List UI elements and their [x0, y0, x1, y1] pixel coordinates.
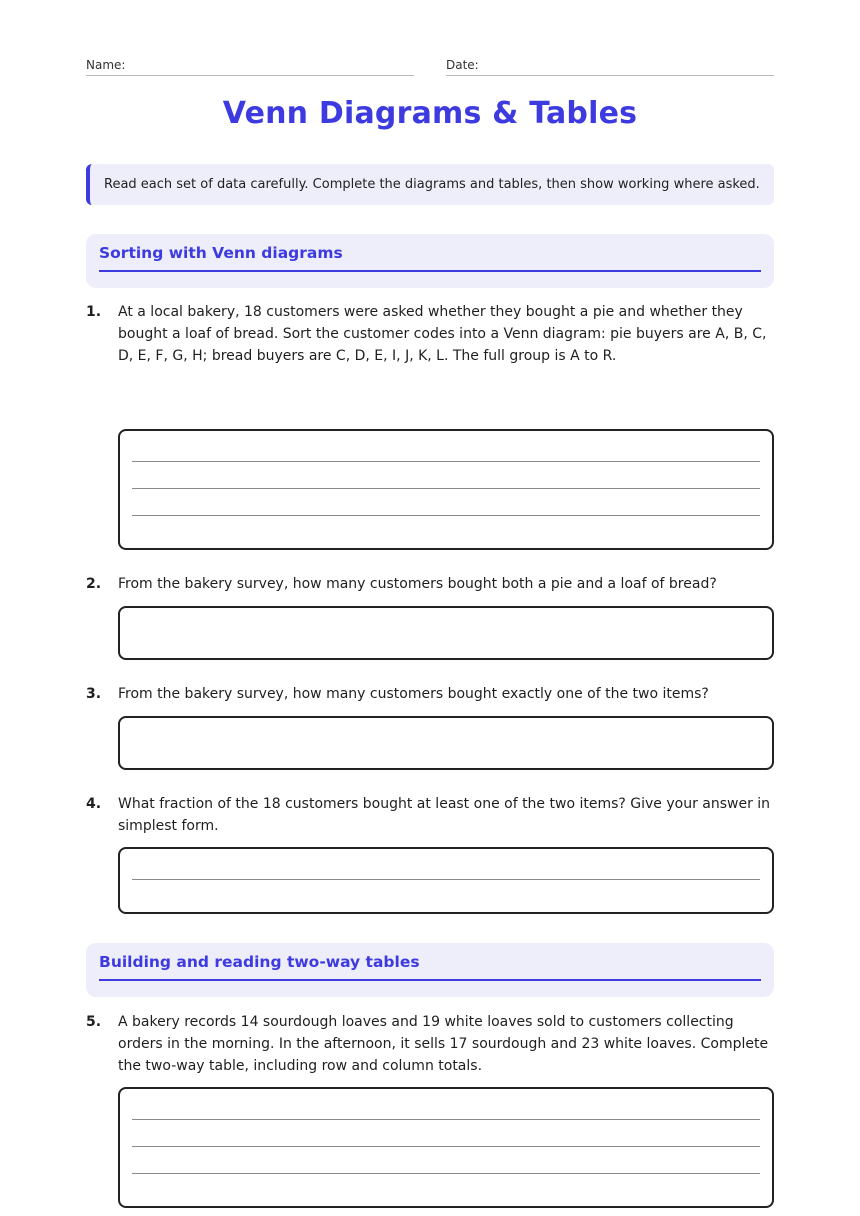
section-header-two-way-tables: [86, 943, 774, 997]
answer-line: [132, 1173, 760, 1174]
answer-line: [132, 461, 760, 462]
question-text: At a local bakery, 18 customers were asked whether they bought a pie and whether they bought a loaf of bread. Sort the customer codes into a Venn diagram: pie buyers are A, B, C, D, E, F, G, H; bread buyers are C, D, E, I, J, K, L. The full group is A to R.: [118, 304, 767, 364]
name-label: Name:: [86, 58, 126, 72]
question-text: From the bakery survey, how many customers bought both a pie and a loaf of bread?: [118, 576, 717, 592]
answer-box[interactable]: [118, 429, 774, 550]
question-text: A bakery records 14 sourdough loaves and 19 white loaves sold to customers collecting orders in the morning. In the afternoon, it sells 17 sourdough and 23 white loaves. Complete the two-way table, including row and column totals.: [118, 1014, 769, 1074]
section-title-underline: [99, 943, 761, 981]
question-text: From the bakery survey, how many customers bought exactly one of the two items?: [118, 686, 709, 702]
question-2: [86, 573, 774, 661]
date-label: Date:: [446, 58, 479, 72]
answer-line: [132, 515, 760, 516]
answer-box[interactable]: [118, 606, 774, 660]
date-field[interactable]: [446, 54, 774, 76]
section-title-underline: [99, 234, 761, 272]
question-text: What fraction of the 18 customers bought at least one of the two items? Give your answer in simplest form.: [118, 796, 771, 834]
answer-box[interactable]: [118, 716, 774, 770]
question-number: 3.: [86, 686, 102, 702]
question-number: 1.: [86, 304, 102, 320]
question-number: 5.: [86, 1014, 102, 1030]
question-number: 2.: [86, 576, 102, 592]
question-3: [86, 683, 774, 771]
question-5: [86, 1011, 774, 1209]
answer-line: [132, 1119, 760, 1120]
section-title: Building and reading two-way tables: [99, 953, 420, 971]
section-title: Sorting with Venn diagrams: [99, 244, 343, 262]
name-field[interactable]: [86, 54, 414, 76]
instructions-callout: Read each set of data carefully. Complete the diagrams and tables, then show working where asked.: [86, 164, 774, 205]
answer-box[interactable]: [118, 847, 774, 914]
section-header-venn: [86, 234, 774, 288]
answer-line: [132, 488, 760, 489]
page-title: Venn Diagrams & Tables: [222, 96, 638, 131]
answer-line: [132, 879, 760, 880]
question-4: [86, 793, 774, 915]
student-info-row: [86, 54, 774, 76]
answer-box[interactable]: [118, 1087, 774, 1208]
answer-line: [132, 1146, 760, 1147]
question-number: 4.: [86, 796, 102, 812]
question-1: [86, 301, 774, 551]
